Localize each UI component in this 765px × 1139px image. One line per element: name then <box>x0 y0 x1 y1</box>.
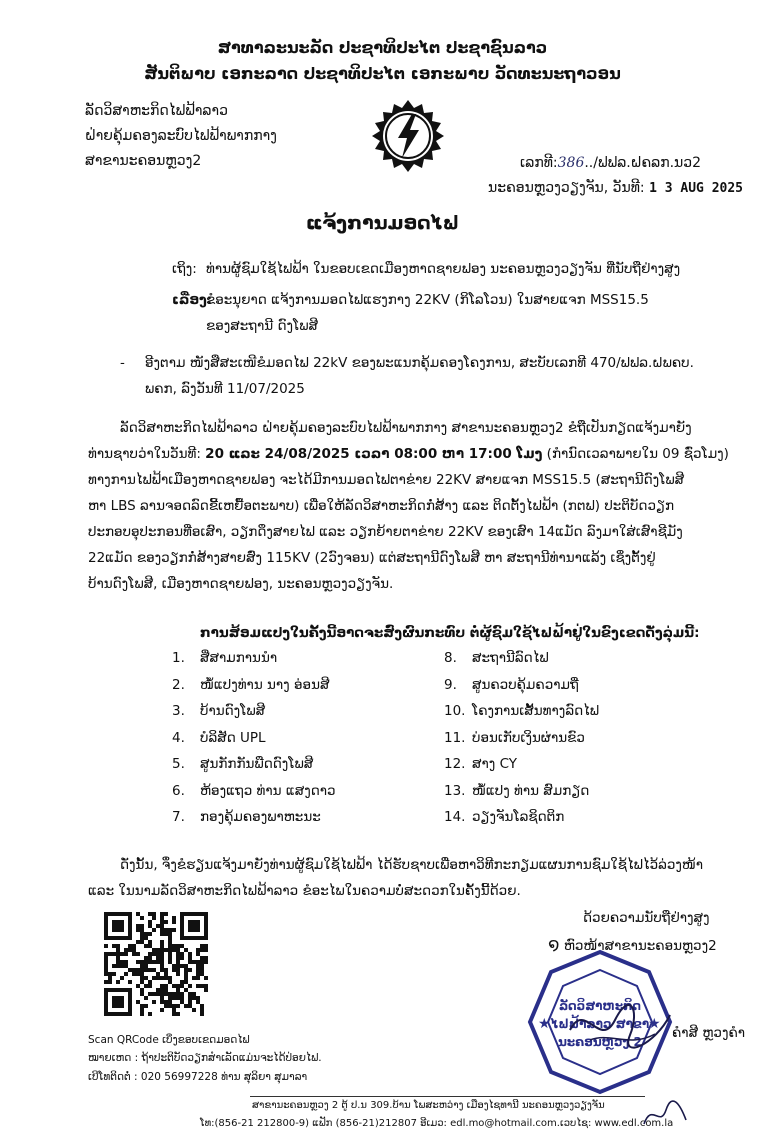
doc-number-handwritten: 386 <box>557 155 585 171</box>
body-line-6: 22ແມັດ ຂອງວຽກກໍ່ສ້າງສາຍສົ່ງ 115KV (2ວົງຈອນ) ແຕ່ສະຖານີດົງໂພສີ ຫາ ສະຖານີທ່ານາແລ້ງ ເຊິ່ງຕັ້ງຢູ່ <box>88 550 656 566</box>
affected-area-number: 4. <box>172 729 185 746</box>
closing-respect: ດ້ວຍຄວາມນັບຖືຢ່າງສູງ <box>583 910 710 926</box>
qr-caption: Scan QRCode ເບິ່ງຂອບເຂດມອດໄຟ <box>88 1034 250 1046</box>
affected-area-name: ສະຖານີລົດໄຟ <box>472 650 549 666</box>
affected-heading: ການສ້ອມແປງໃນຄັ້ງນີ້ອາດຈະສົ່ງຜົນກະທົບ ຕໍ່ຜູ້ຊົມໃຊ້ໄຟຟ້າຢູ່ໃນຂົງເຂດດັ່ງລຸ່ມນີ້: <box>200 625 700 641</box>
notice-title: ແຈ້ງການມອດໄຟ <box>305 212 460 234</box>
affected-area-item <box>444 809 564 825</box>
affected-area-number: 8. <box>444 650 457 666</box>
affected-area-name: ສູນກັກກັນພືດດົງໂພສີ <box>200 756 314 772</box>
affected-area-name: ໜໍ້ແປງ ທ່ານ ສົມກຽດ <box>472 782 590 799</box>
affected-area-name: ຫ້ອງແຖວ ທ່ານ ແສງດາວ <box>200 782 336 799</box>
doc-date-label: ນະຄອນຫຼວງວຽງຈັນ, ວັນທີ: <box>488 180 645 196</box>
affected-area-item <box>444 730 585 746</box>
closing-line-2: ແລະ ໃນນາມລັດວິສາຫະກິດໄຟຟ້າລາວ ຂໍອະໄພໃນຄວາມບໍ່ສະດວກໃນຄັ້ງນີ້ດ້ວຍ. <box>88 883 521 899</box>
signer-role-text: ຫົວໜ້າສາຂານະຄອນຫຼວງ2 <box>563 938 717 954</box>
body-line-7: ບ້ານດົງໂພສີ, ເມືອງຫາດຊາຍຟອງ, ນະຄອນຫຼວງວຽງຈັນ. <box>88 576 394 592</box>
affected-area-number: 13. <box>444 782 466 799</box>
affected-area-name: ສູນຄວບຄຸ້ມຄວາມຖີ່ <box>472 676 579 693</box>
doc-number <box>520 155 701 171</box>
stamp-text: ໄຟຟ້າລາວ ສາຂາ <box>550 1017 650 1031</box>
signer-role: ໑ ຫົວໜ້າສາຂານະຄອນຫຼວງ2 <box>548 934 717 955</box>
affected-area-number: 9. <box>444 676 457 693</box>
stamp-text: ລັດວິສາຫະກິດ <box>558 999 642 1013</box>
affected-area-number: 6. <box>172 782 185 799</box>
date-stamp: 1 3 AUG 2025 <box>649 181 743 196</box>
body-line-5: ປະກອບອຸປະກອນທີ່ອເສົາ, ວຽກດຶງສາຍໄຟ ແລະ ວຽກຍ້າຍຕາຂ່າຍ 22KV ຂອງເສົາ 14ແມັດ ລົງມາໃສ່ເສົາຊີມັງ <box>88 524 683 540</box>
affected-area-item <box>444 703 599 719</box>
body-line-1: ລັດວິສາຫະກິດໄຟຟ້າລາວ ຝ່າຍຄຸ້ມຄອງລະບົບໄຟຟ້າພາກກາງ ສາຂານະຄອນຫຼວງ2 ຂໍຖືເປັນກຽດແຈ້ງມາຍັງ <box>120 420 692 436</box>
affected-area-number: 5. <box>172 756 185 772</box>
contact-phone: ເບີໂທຕິດຕໍ່ : 020 56997228 ທ່ານ ສຸລິຍາ ສຸມາລາ <box>88 1071 308 1083</box>
body-date-intro: ທ່ານຊາບວ່າໃນວັນທີ: <box>88 446 206 462</box>
closing-line-1: ດັ່ງນັ້ນ, ຈຶ່ງຂໍຮຽນແຈ້ງມາຍັງທ່ານຜູ້ຊົມໃຊ້ໄຟຟ້າ ໄດ້ຮັບຊາບເພື່ອຫາວິທີກະກຽມແຜນການຊົມໃຊ້ໄຟໄວ້ລ່ວງໜ້າ <box>120 857 704 873</box>
affected-area-item <box>444 650 549 666</box>
affected-area-name: ສາງ CY <box>472 756 518 772</box>
to-text: ທ່ານຜູ້ຊົມໃຊ້ໄຟຟ້າ ໃນຂອບເຂດເມືອງຫາດຊາຍຟອງ ນະຄອນຫຼວງວຽງຈັນ ທີ່ນັບຖືຢ່າງສູງ <box>206 261 681 277</box>
signature-scribble <box>560 990 680 1060</box>
reference-bullet: - <box>120 355 125 371</box>
affected-area-item <box>444 677 579 693</box>
org-name: ລັດວິສາຫະກິດໄຟຟ້າລາວ <box>85 103 228 119</box>
affected-area-name: ບ້ານດົງໂພສີ <box>200 703 266 719</box>
qr-code[interactable] <box>104 912 208 1016</box>
affected-area-item <box>172 730 266 746</box>
body-line-2 <box>88 441 729 467</box>
org-branch: ສາຂານະຄອນຫຼວງ2 <box>85 153 202 169</box>
affected-area-item <box>444 756 517 772</box>
affected-area-number: 1. <box>172 650 185 666</box>
affected-area-item <box>172 756 313 772</box>
doc-number-label: ເລກທີ: <box>520 155 558 171</box>
svg-text:★: ★ <box>538 1016 551 1032</box>
initials-scribble <box>640 1098 690 1132</box>
affected-area-number: 11. <box>444 729 466 746</box>
body-line-3: ທາງການໄຟຟ້າເມືອງຫາດຊາຍຟອງ ຈະໄດ້ມີການມອດໄຟຕາຂ່າຍ 22KV ສາຍແຈກ MSS15.5 (ສະຖານີດົງໂພສີ <box>88 472 685 488</box>
subject-line2: ຂອງສະຖານີ ດົງໂພສີ <box>206 318 319 334</box>
affected-area-number: 14. <box>444 809 466 825</box>
org-division: ຝ່າຍຄຸ້ມຄອງລະບົບໄຟຟ້າພາກກາງ <box>85 128 277 144</box>
subject-label: ເລື່ອງ: <box>172 292 213 308</box>
reference-line2: ພຄກ, ລົງວັນທີ 11/07/2025 <box>145 381 305 397</box>
affected-area-item <box>172 677 329 693</box>
signer-name: ຄໍາສີ ຫຼວງຄໍາ <box>672 1025 746 1041</box>
subject-line1: ຂໍອະນຸຍາດ ແຈ້ງການມອດໄຟແຮງກາງ 22KV (ກິໂລໂວນ) ໃນສາຍແຈກ MSS15.5 <box>206 292 649 308</box>
national-motto: ສັນຕິພາບ ເອກະລາດ ປະຊາທິປະໄຕ ເອກະພາບ ວັດທະນະຖາວອນ <box>144 64 621 83</box>
affected-area-number: 2. <box>172 676 185 693</box>
footer-address: ສາຂານະຄອນຫຼວງ 2 ຕູ້ ປ.ນ 309.ບ້ານ ໂພສະຫວ່າງ ເມືອງໄຊທານີ ນະຄອນຫຼວງວຽງຈັນ <box>252 1100 605 1111</box>
svg-text:★: ★ <box>648 1016 661 1032</box>
footer-contact: ໂທ:(856-21 212800-9) ແຟັກ (856-21)212807 ອີເມວ: edl.mo@hotmail.com.ເວບໄຊ: www.edl.com.la <box>200 1118 674 1129</box>
qr-note: ໝາຍເຫດ : ຖ້າປະຕິບັດວຽກສໍາເລັດແມ່ນຈະໄດ້ປ່ອຍໄຟ. <box>88 1052 322 1064</box>
country-header: ສາທາລະນະລັດ ປະຊາທິປະໄຕ ປະຊາຊົນລາວ <box>217 38 548 57</box>
affected-area-item <box>172 650 277 666</box>
footer-divider <box>250 1096 645 1097</box>
doc-date <box>488 180 743 196</box>
affected-area-number: 12. <box>444 756 466 772</box>
reference-line1: ອີງຕາມ ໜັງສືສະເໜີຂໍມອດໄຟ 22kV ຂອງພະແນກຄຸ້ມຄອງໂຄງການ, ສະບັບເລກທີ 470/ຟຟລ.ຝພຄບ. <box>145 355 694 371</box>
affected-area-name: ບໍລິສັດ UPL <box>200 729 266 746</box>
stamp-text: ນະຄອນຫຼວງ 2 <box>558 1035 642 1049</box>
affected-area-item <box>172 783 336 799</box>
affected-area-name: ບ່ອນເກັບເງິນຜ່ານຂົວ <box>472 729 585 746</box>
outage-duration: (ກໍານົດເວລາພາຍໃນ 09 ຊົ່ວໂມງ) <box>542 446 729 462</box>
to-label: ເຖິງ: <box>172 261 197 277</box>
affected-area-item <box>172 703 265 719</box>
affected-area-name: ກອງຄຸ້ມຄອງພາຫະນະ <box>200 809 321 825</box>
affected-area-name: ໂຄງການເສັ້ນທາງລົດໄຟ <box>472 703 600 719</box>
affected-area-number: 3. <box>172 703 185 719</box>
affected-area-item <box>172 809 321 825</box>
outage-datetime: 20 ແລະ 24/08/2025 ເວລາ 08:00 ຫາ 17:00 ໂມງ <box>205 446 543 462</box>
affected-area-number: 7. <box>172 809 185 825</box>
doc-number-suffix: ../ຟຟລ.ຝຄລກ.ນວ2 <box>584 155 702 171</box>
affected-area-item <box>444 783 589 799</box>
body-line-4: ຫາ LBS ລານຈອດລົດຂີ້ເຫຍື້ອຕະພາບ) ເພື່ອໃຫ້ລັດວິສາຫະກິດກໍ່ສ້າງ ແລະ ຕິດຕັ້ງໄຟຟ້າ (ກຕຟ) ປະຕິບັດວຽກ <box>88 498 674 514</box>
affected-area-name: ວຽງຈັນໂລຊິດຕິກ <box>472 809 565 825</box>
affected-area-name: ໜໍ້ແປງທ່ານ ນາງ ອ່ອນສີ <box>200 676 330 693</box>
affected-area-name: ສີ່ສາມການນໍາ <box>200 650 278 666</box>
edl-logo <box>370 98 446 174</box>
affected-area-number: 10. <box>444 703 466 719</box>
